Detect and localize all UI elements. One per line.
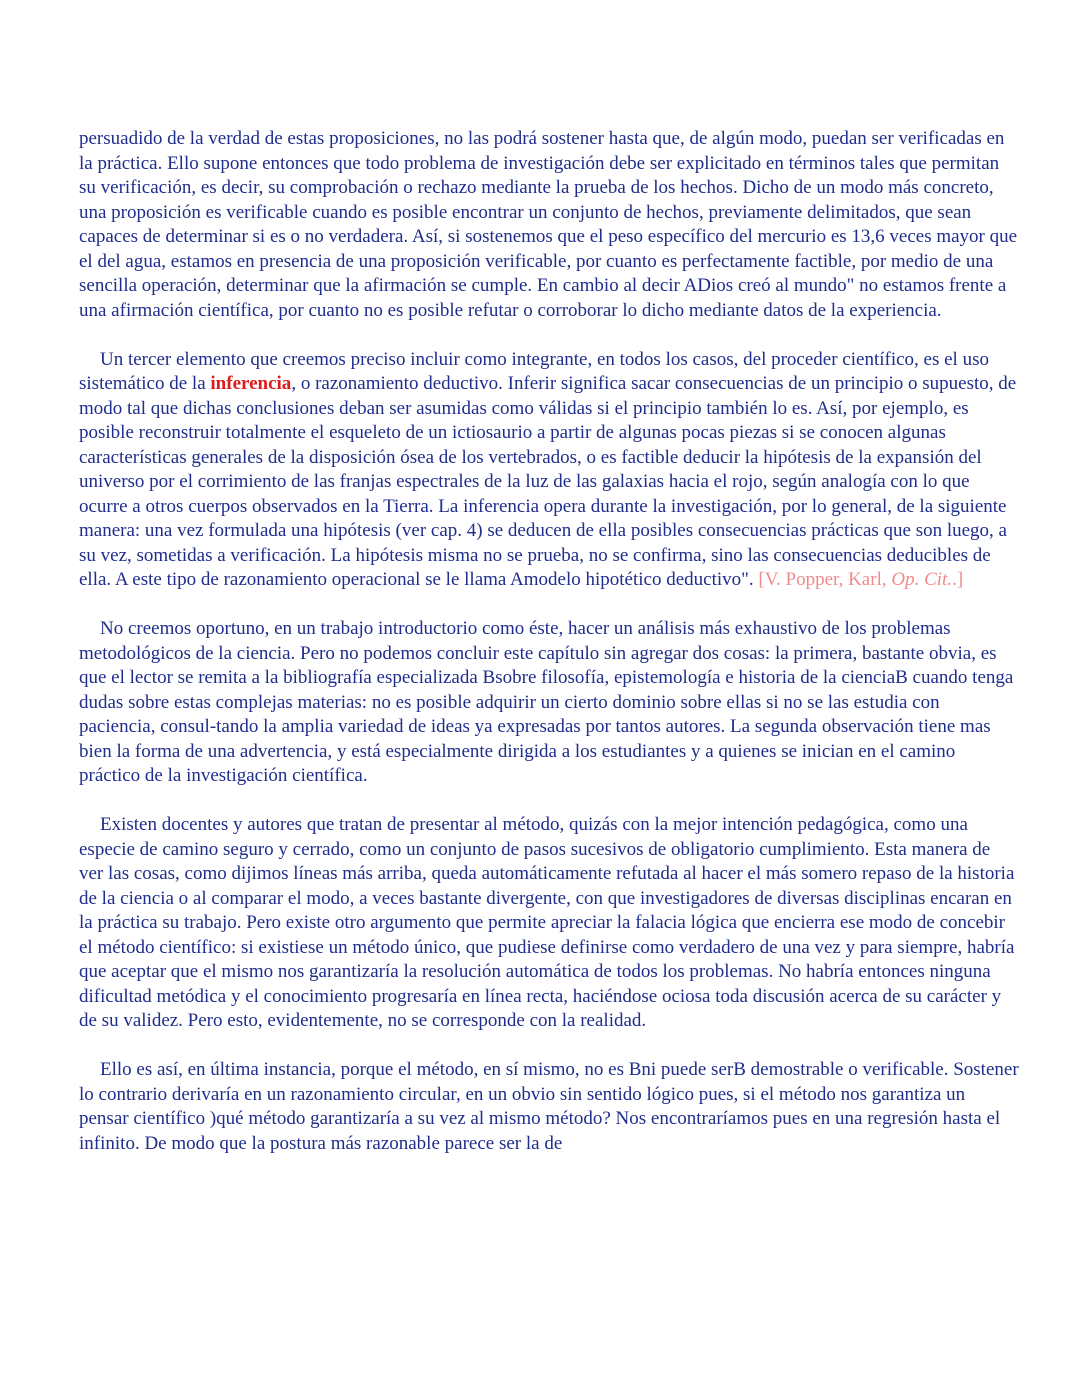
citation-popper: [758, 569, 963, 590]
citation-open: [V. Popper, Karl,: [758, 569, 892, 590]
paragraph-verification: persuadido de la verdad de estas proposiciones, no las podrá sostener hasta que, de algún modo, puedan ser verificadas en la práctica. Ello supone entonces que todo problema de investigación debe ser explicitado en términos tales que permitan su verificación, es decir, su comprobación o rechazo mediante la prueba de los hechos. Dicho de un modo más concreto, una proposición es verificable cuando es posible encontrar un conjunto de hechos, previamente delimitados, que sean capaces de determinar si es o no verdadera. Así, si sostenemos que el peso específico del mercurio es 13,6 veces mayor que el del agua, estamos en presencia de una proposición verificable, por cuanto es perfectamente factible, por medio de una sencilla operación, determinar que la afirmación se cumple. En cambio al decir ADios creó al mundo" no estamos frente a una afirmación científica, por cuanto no es posible refutar o corroborar lo dicho mediante datos de la experiencia.: [79, 128, 1018, 321]
paragraph-circular-reasoning: Ello es así, en última instancia, porque el método, en sí mismo, no es Bni puede serB demostrable o verificable. Sostener lo contrario derivaría en un razonamiento circular, en un obvio sin sentido lógico pues, si el método nos garantiza un pensar científico )qué método garantizaría a su vez al mismo método? Nos encontraríamos pues en una regresión hasta el infinito. De modo que la postura más razonable parece ser la de: [79, 1059, 1019, 1154]
citation-close: .]: [952, 569, 964, 590]
document-page: [79, 127, 1019, 1181]
citation-work: Op. Cit.: [891, 569, 953, 590]
highlighted-term-inferencia: inferencia: [210, 373, 292, 394]
paragraph-method-critique: Existen docentes y autores que tratan de presentar al método, quizás con la mejor intención pedagógica, como una especie de camino seguro y cerrado, como un conjunto de pasos sucesivos de obligatorio cumplimiento. Esta manera de ver las cosas, como dijimos líneas más arriba, queda automáticamente refutada al hacer el más somero repaso de la historia de la ciencia o al comparar el modo, a veces bastante divergente, con que investigadores de diversas disciplinas encaran en la práctica su trabajo. Pero existe otro argumento que permite apreciar la falacia lógica que encierra ese modo de concebir el método científico: si existiese un método único, que pudiese definirse como verdadero de una vez y para siempre, habría que aceptar que el mismo nos garantizaría la resolución automática de todos los problemas. No habría entonces ninguna dificultad metódica y el conocimiento progresaría en línea recta, haciéndose ociosa toda discusión acerca de su carácter y de su validez. Pero esto, evidentemente, no se corresponde con la realidad.: [79, 814, 1015, 1031]
inference-text-after: , o razonamiento deductivo. Inferir significa sacar consecuencias de un principio o supuesto, de modo tal que dichas conclusiones deban ser asumidas como válidas si el principio también lo es. Así, por ejemplo, es posible reconstruir totalmente el esqueleto de un ictiosaurio a partir de algunas pocas piezas si se conocen algunas características generales de la disposición ósea de los vertebrados, o es factible deducir la hipótesis de la expansión del universo por el corrimiento de las franjas espectrales de la luz de las galaxias hacia el rojo, según analogía con lo que ocurre a otros cuerpos observados en la Tierra. La inferencia opera durante la investigación, por lo general, de la siguiente manera: una vez formulada una hipótesis (ver cap. 4) se deducen de ella posibles consecuencias prácticas que son luego, a su vez, sometidas a verificación. La hipótesis misma no se prueba, no se confirma, sino las consecuencias deducibles de ella. A este tipo de razonamiento operacional se le llama Amodelo hipotético deductivo".: [79, 373, 1017, 590]
paragraph-methodology: No creemos oportuno, en un trabajo introductorio como éste, hacer un análisis más exhaustivo de los problemas metodológicos de la ciencia. Pero no podemos concluir este capítulo sin agregar dos cosas: la primera, bastante obvia, es que el lector se remita a la bibliografía especializada Bsobre filosofía, epistemología e historia de la cienciaB cuando tenga dudas sobre estas complejas materias: no es posible adquirir un cierto dominio sobre ellas si no se las estudia con paciencia, consul-tando la amplia variedad de ideas ya expresadas por tantos autores. La segunda observación tiene mas bien la forma de una advertencia, y está especialmente dirigida a los estudiantes y a quienes se inician en el camino práctico de la investigación científica.: [79, 618, 1014, 786]
paragraph-inference: [79, 348, 1019, 593]
inference-text-before: Un tercer elemento que creemos preciso incluir como integrante, en todos los casos, del proceder científico, es el uso sistemático de la: [79, 348, 989, 394]
